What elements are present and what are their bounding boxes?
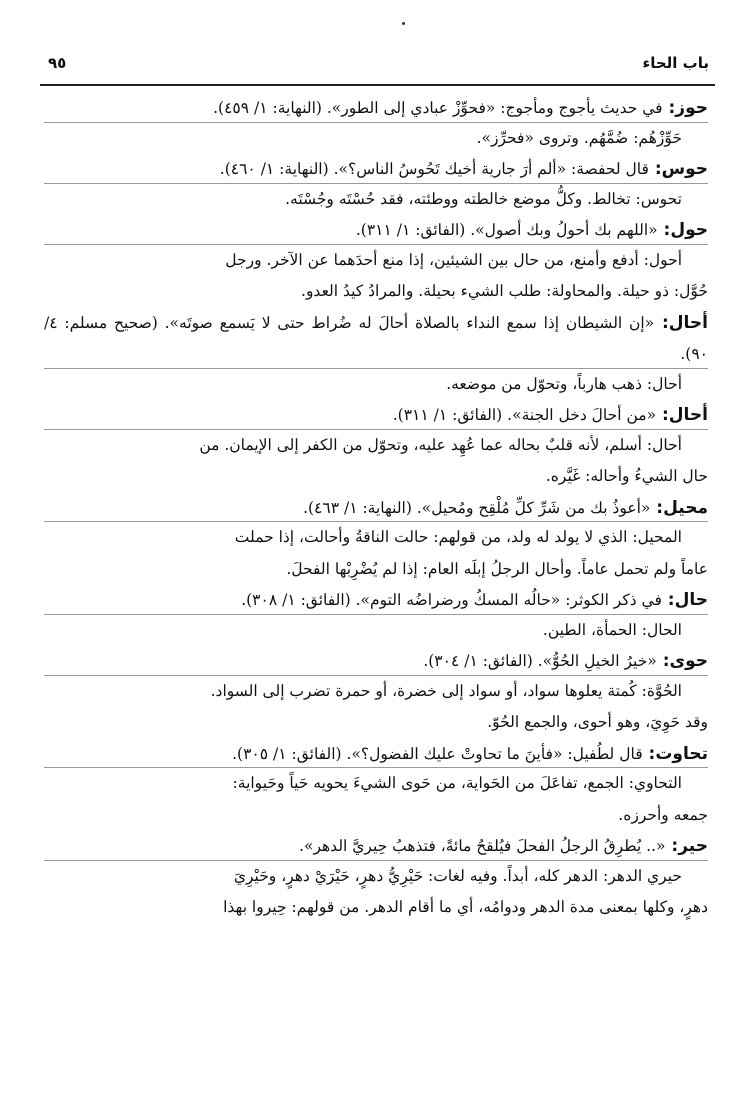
entry-tahawat [44,739,708,832]
entry-gloss-continued: وقد حَوِيَ، وهو أحوى، والجمع الحُوّ. [487,713,708,731]
entry-gloss: حيري الدهر: الدهر كله، أبداً. وفيه لغات: حَيْرِيُّ دهرٍ، حَيْرَيْ دهرٍ، وحَيْرِيَ [233,866,682,885]
entry-gloss: أحول: أدفع وأمنع، من حال بين الشيئين، إذا منع أحدَهما عن الآخر. ورجل [225,250,682,269]
page-dot [402,22,405,25]
entry-head: حول: «اللهم بك أحولُ وبك أصول». (الفائق: ١/ ٣١١). [44,215,708,245]
entry-gloss: الحال: الحمأة، الطين. [542,620,682,639]
entry-hal [44,585,708,646]
headword: أحال [668,405,708,425]
page-header [40,48,715,82]
entry-gloss-continued: دهرٍ، وكلها بمعنى مدة الدهر ودوامُه، أي ما أقام الدهر. من قولهم: حِيروا بهذا [223,898,708,916]
entry-gloss-continued: جمعه وأحرزه. [618,805,708,824]
entry-haws [44,154,708,215]
entry-gloss-continued: حُوَّل: ذو حيلة. والمحاولة: طلب الشيء بحيلة. والمرادُ كيدُ العدو. [301,282,708,300]
headword: حوس [661,159,708,179]
entry-head: تحاوت: قال لطُفيل: «فأينَ ما تحاوتْ عليك الفضول؟». (الفائق: ١/ ٣٠٥). [44,739,708,769]
entry-gloss: أحال: أسلم، لأنه قلبٌ بحاله عما عُهِد عليه، وتحوّل من الكفر إلى الإيمان. من [199,435,682,454]
entry-head: حوس: قال لحفصة: «ألم أرَ جارية أخيك تَحُوسُ الناس؟». (النهاية: ١/ ٤٦٠). [44,154,708,184]
page-content [44,93,708,924]
entry-gloss: التحاوي: الجمع، تفاعَلَ من الحَواية، من حَوى الشيءَ يحويه حَياً وحَيواية: [232,774,682,792]
entry-quote: في حديث يأجوج ومأجوج: «فحوِّزْ عبادي إلى الطور». (النهاية: ١/ ٤٥٩). [213,99,663,117]
headword: حول [670,220,708,240]
entry-gloss: أحال: ذهب هارباً، وتحوّل من موضعه. [446,374,682,393]
entry-gloss: حَوِّزْهُم: ضُمَّهُم. وتروى «فحرِّز». [476,128,682,147]
entry-head: محيل: «أعوذُ بك من شَرِّ كلِّ مُلْقِح ومُحيل». (النهاية: ١/ ٤٦٣). [44,493,708,523]
entry-quote: «اللهم بك أحولُ وبك أصول». (الفائق: ١/ ٣١١). [355,221,658,239]
entry-quote: «من أحالَ دخل الجنة». (الفائق: ١/ ٣١١). [392,406,657,424]
entry-head: حوز: في حديث يأجوج ومأجوج: «فحوِّزْ عبادي إلى الطور». (النهاية: ١/ ٤٥٩). [44,93,708,123]
entry-head: أحال: «من أحالَ دخل الجنة». (الفائق: ١/ ٣١١). [44,400,708,430]
entry-head: حير: «.. يُطرِقُ الرجلُ الفحلَ فيُلقحُ مائةً، فتذهبُ حِيريَّ الدهر». [44,831,708,861]
entry-hawa [44,646,708,739]
entry-quote: «خيرُ الخيلِ الحُوُّ». (الفائق: ١/ ٣٠٤). [423,652,657,670]
entry-hawl [44,215,708,308]
headword: أحال [668,312,709,333]
headword: حوى [669,651,708,671]
entry-gloss: المحيل: الذي لا يولد له ولد، من قولهم: حالت الناقةُ وأحالت، إذا حملت [234,528,682,546]
headword: حير [678,836,708,856]
headword: حوز [675,98,708,118]
entry-ahal-1 [44,308,708,401]
page-number: ٩٥ [48,54,67,72]
entry-muhil [44,493,708,586]
entry-quote: «إن الشيطان إذا سمع النداء بالصلاة أحالَ له ضُراط حتى لا يَسمع صوتَه». (صحيح مسلم: ٤/ ٩٠). [44,313,708,363]
entry-head: أحال: «إن الشيطان إذا سمع النداء بالصلاة أحالَ له ضُراط حتى لا يَسمع صوتَه». (صحيح مسلم: ٤/ ٩٠). [44,308,708,369]
entry-gloss: الحُوَّة: كُمتة يعلوها سواد، أو سواد إلى خضرة، أو حمرة تضرب إلى السواد. [210,681,682,700]
entry-gloss: تحوس: تخالط. وكلُّ موضع خالطته ووطئته، فقد حُسْتَه وجُسْتَه. [285,189,682,208]
headword: تحاوت [655,743,708,764]
entry-gloss-continued: حال الشيءُ وأحاله: غَيَّره. [545,467,708,485]
entry-quote: «أعوذُ بك من شَرِّ كلِّ مُلْقِح ومُحيل». (النهاية: ١/ ٤٦٣). [303,498,651,517]
headword: حال [674,590,708,610]
entry-head: حوى: «خيرُ الخيلِ الحُوُّ». (الفائق: ١/ ٣٠٤). [44,646,708,676]
chapter-title: باب الحاء [642,54,709,72]
entry-quote: قال لحفصة: «ألم أرَ جارية أخيك تَحُوسُ الناس؟». (النهاية: ١/ ٤٦٠). [219,160,649,178]
entry-quote: «.. يُطرِقُ الرجلُ الفحلَ فيُلقحُ مائةً، فتذهبُ حِيريَّ الدهر». [299,837,666,855]
entry-quote: في ذكر الكوثر: «حالُه المسكُ ورضراضُه التوم». (الفائق: ١/ ٣٠٨). [241,591,662,609]
header-divider [40,84,715,86]
entry-gloss-continued: عاماً ولم تحمل عاماً. وأحال الرجلُ إبلَه العام: إذا لم يُضْرِبْها الفحلَ. [286,559,708,578]
headword: محيل [663,497,708,518]
entry-ahal-2 [44,400,708,493]
entry-hawz [44,93,708,154]
entry-hayr [44,831,708,924]
entry-quote: قال لطُفيل: «فأينَ ما تحاوتْ عليك الفضول؟». (الفائق: ١/ ٣٠٥). [232,744,643,763]
entry-head: حال: في ذكر الكوثر: «حالُه المسكُ ورضراضُه التوم». (الفائق: ١/ ٣٠٨). [44,585,708,615]
